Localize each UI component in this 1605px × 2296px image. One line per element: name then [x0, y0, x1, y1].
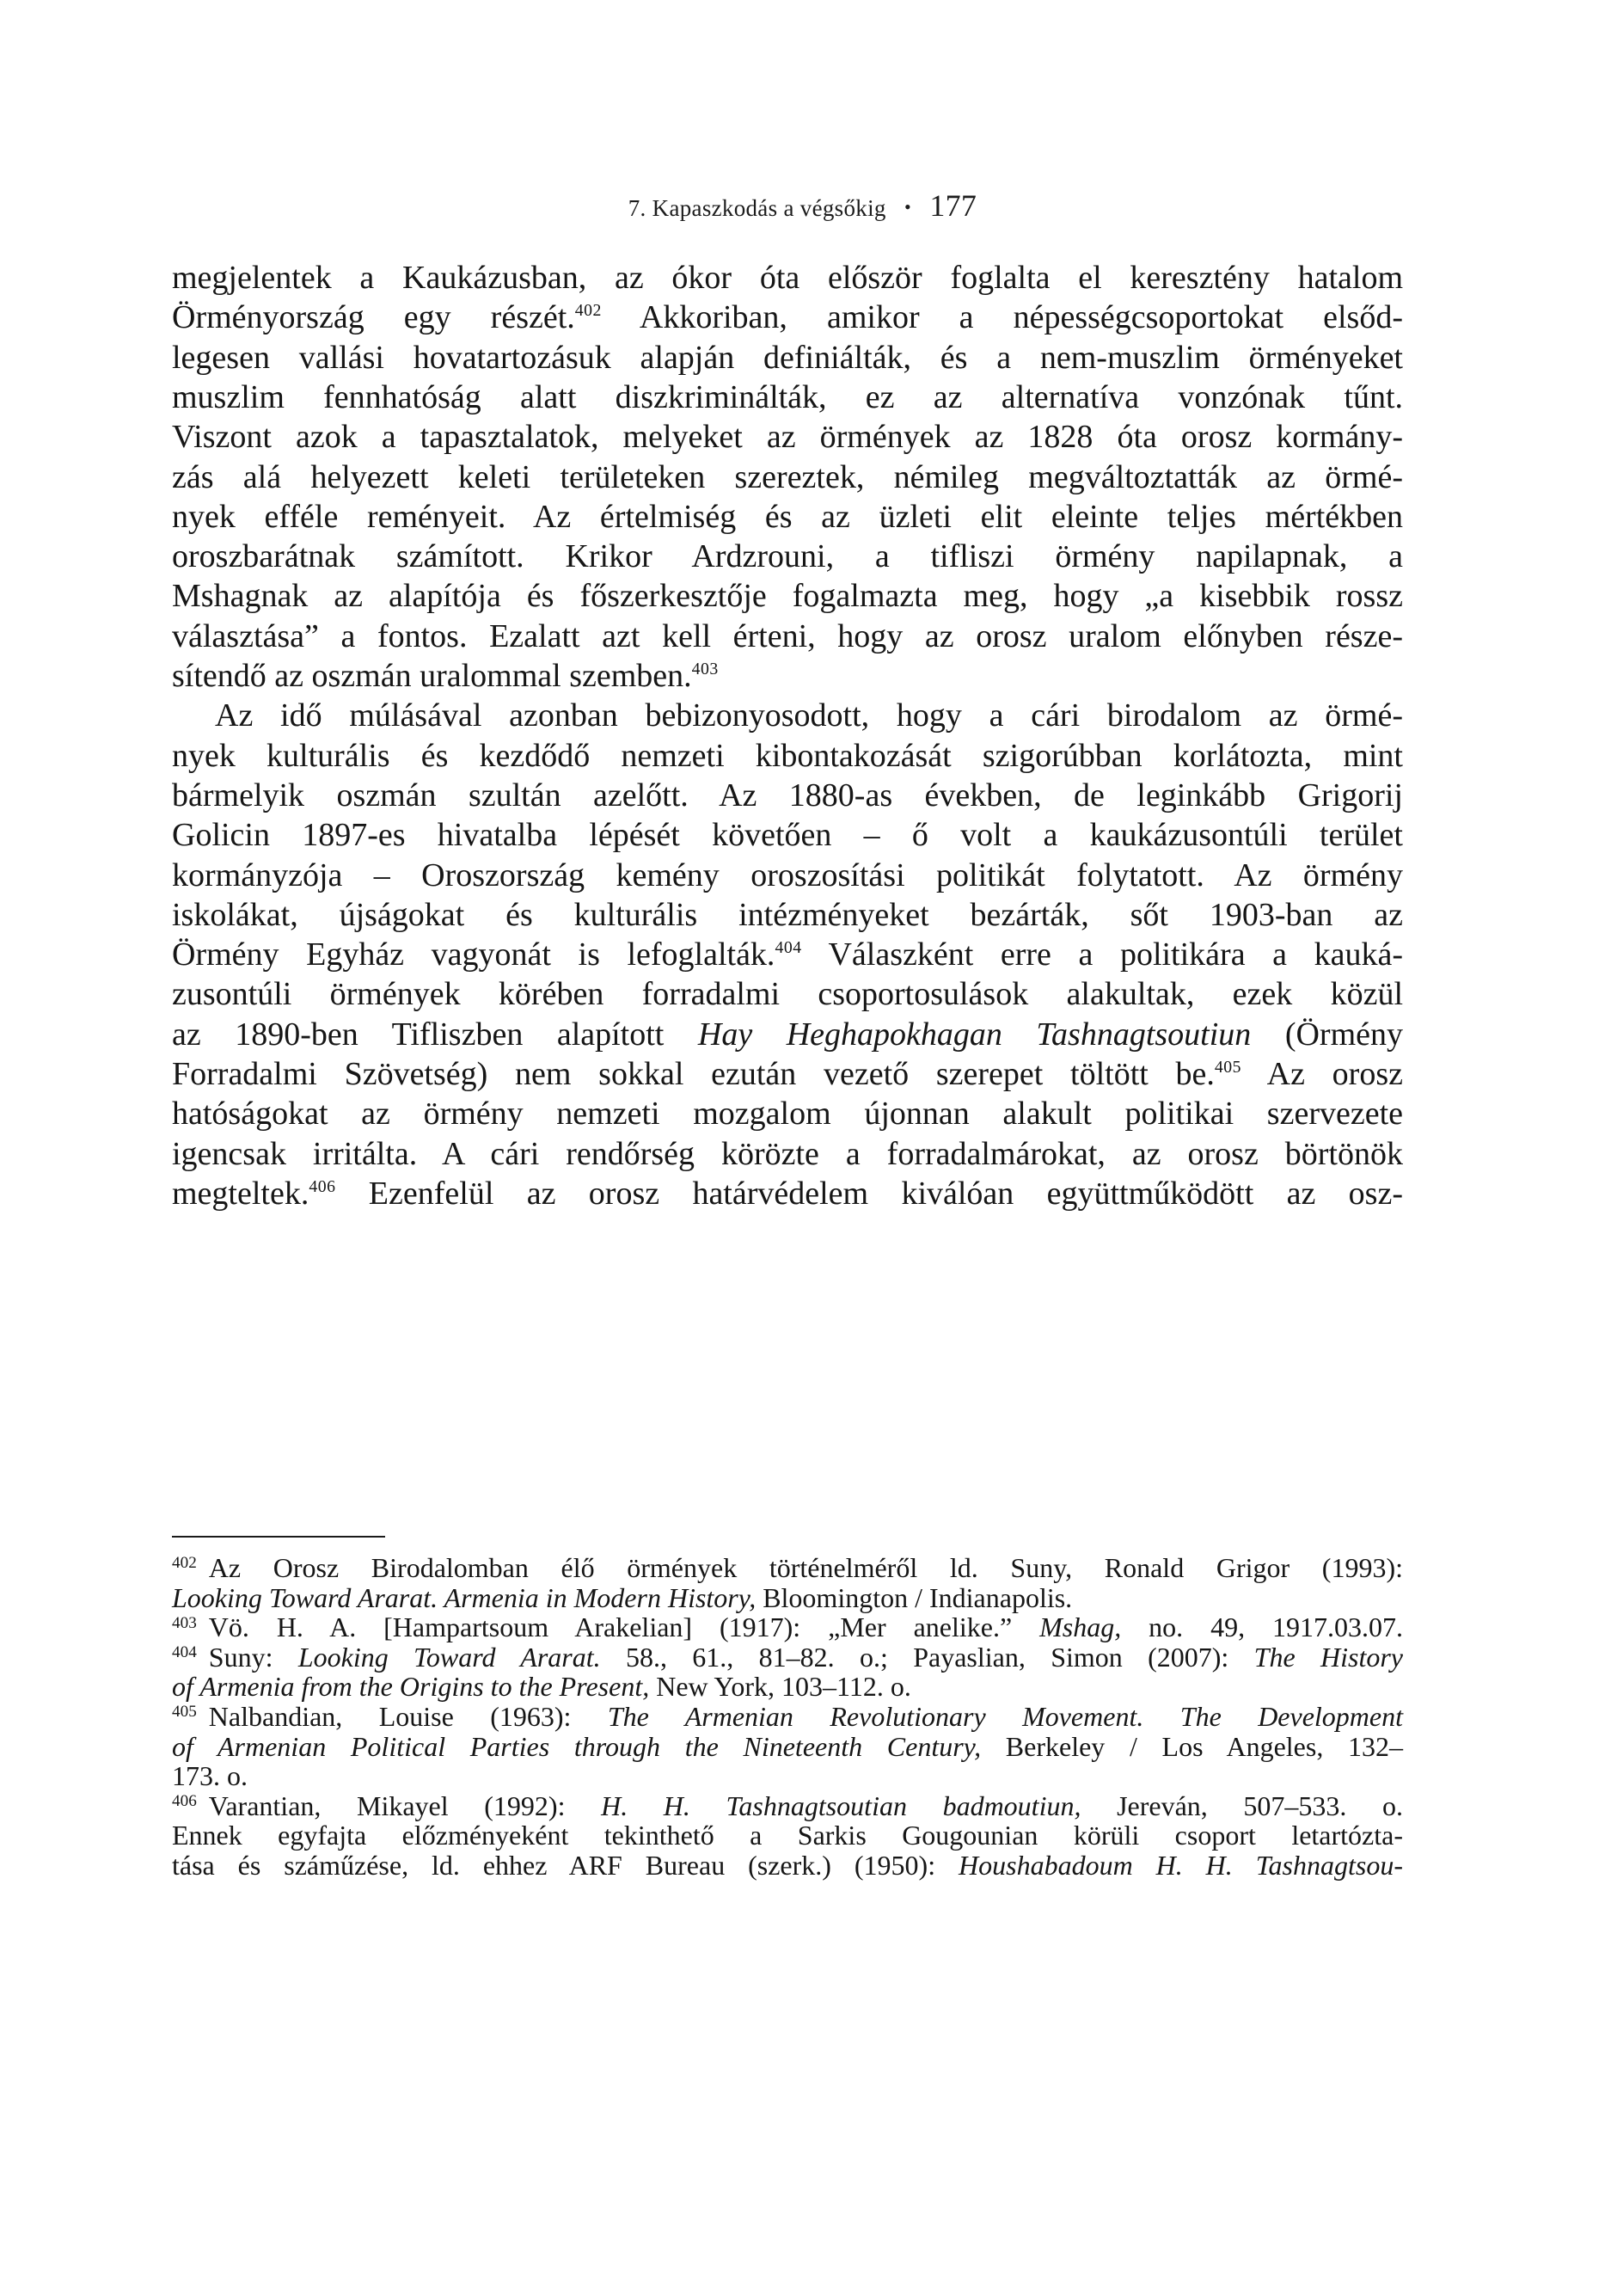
- body-line: [172, 497, 1403, 537]
- text-run: Ezenfelül az orosz határvédelem kiválóan együttműködött az osz-: [335, 1175, 1403, 1212]
- text-run: sítendő az oszmán uralommal szemben.: [172, 658, 692, 694]
- footnote-entry: [172, 1553, 1403, 1582]
- body-line: [172, 537, 1403, 576]
- italic-title: Hay Heghapokhagan Tashnagtsoutiun: [697, 1016, 1252, 1053]
- running-head: [0, 187, 1605, 224]
- footnote-continuation: [172, 1583, 1403, 1612]
- body-line: [172, 258, 1403, 298]
- text-run: Suny:: [208, 1641, 298, 1673]
- text-run: Jereván, 507–533. o.: [1081, 1790, 1404, 1821]
- text-run: Mshagnak az alapítója és főszerkesztője fogalmazta meg, hogy „a kisebbik rossz: [172, 578, 1403, 615]
- body-line: [172, 617, 1403, 656]
- text-run: Akkoriban, amikor a népességcsoportokat elsőd-: [601, 299, 1403, 336]
- footnote-continuation: [172, 1672, 1403, 1701]
- body-line: [172, 1134, 1403, 1174]
- italic-title: of Armenia from the Origins to the Present,: [172, 1671, 650, 1703]
- italic-title: Houshabadoum H. H. Tashnagtsou-: [959, 1850, 1404, 1881]
- italic-title: of Armenian Political Parties through the Nineteenth Century,: [172, 1730, 982, 1762]
- text-run: Örményország egy részét.: [172, 299, 575, 336]
- text-run: legesen vallási hovatartozásuk alapján definiálták, és a nem-muszlim örményeket: [172, 339, 1403, 376]
- italic-title: The History: [1253, 1641, 1404, 1673]
- footnote-number: 406: [172, 1792, 197, 1811]
- text-run: Forradalmi Szövetség) nem sokkal ezután vezető szerepet töltött be.: [172, 1056, 1215, 1092]
- text-run: 173. o.: [172, 1760, 248, 1792]
- text-run: Bloomington / Indianapolis.: [756, 1581, 1073, 1613]
- footnote-number: 404: [172, 1643, 197, 1662]
- text-run: zás alá helyezett keleti területeken szereztek, némileg megváltoztatták az örmé-: [172, 458, 1403, 495]
- text-run: választása” a fontos. Ezalatt azt kell érteni, hogy az orosz uralom előnyben része-: [172, 617, 1403, 654]
- body-line: [172, 1174, 1403, 1213]
- footnote-reference: 402: [574, 301, 602, 321]
- footnote-number: 405: [172, 1703, 197, 1722]
- text-run: nyek kulturális és kezdődő nemzeti kibontakozását szigorúbban korlátozta, mint: [172, 737, 1403, 774]
- text-run: (Örmény: [1251, 1016, 1403, 1053]
- footnote-entry: [172, 1612, 1403, 1642]
- italic-title: Looking Toward Ararat.: [297, 1641, 601, 1673]
- text-run: tása és száműzése, ld. ehhez ARF Bureau (szerk.) (1950):: [172, 1850, 959, 1881]
- text-run: Válaszként erre a politikára a kauká-: [801, 936, 1403, 973]
- footnote-reference: 406: [309, 1176, 336, 1196]
- body-line: [172, 338, 1403, 378]
- text-run: New York, 103–112. o.: [649, 1671, 911, 1703]
- text-run: oroszbarátnak számított. Krikor Ardzrouni, a tifliszi örmény napilapnak, a: [172, 538, 1403, 575]
- body-line: [172, 856, 1403, 895]
- text-run: hatóságokat az örmény nemzeti mozgalom újonnan alakult politikai szervezete: [172, 1096, 1403, 1133]
- footnote-entry: [172, 1791, 1403, 1820]
- paragraph-first-line: [172, 696, 1403, 735]
- body-line: [172, 417, 1403, 457]
- body-line: [172, 1054, 1403, 1094]
- body-line: [172, 1094, 1403, 1133]
- body-line: [172, 736, 1403, 776]
- footnote-reference: 405: [1214, 1057, 1242, 1077]
- body-line: [172, 935, 1403, 974]
- text-run: Nalbandian, Louise (1963):: [208, 1701, 608, 1732]
- bullet-separator: •: [904, 196, 912, 218]
- text-run: kormányzója – Oroszország kemény oroszosítási politikát folytatott. Az örmény: [172, 856, 1403, 893]
- text-run: megteltek.: [172, 1175, 309, 1212]
- text-run: Golicin 1897-es hivatalba lépését követően – ő volt a kaukázusontúli terület: [172, 817, 1403, 854]
- footnote-divider: [172, 1536, 385, 1538]
- body-line: [172, 974, 1403, 1014]
- text-run: nyek efféle reményeit. Az értelmiség és az üzleti elit eleinte teljes mértékben: [172, 498, 1403, 535]
- text-run: Varantian, Mikayel (1992):: [208, 1790, 602, 1821]
- footnote-continuation: [172, 1761, 1403, 1790]
- footnote-number: 403: [172, 1613, 197, 1632]
- italic-title: H. H. Tashnagtsoutian badmoutiun,: [601, 1790, 1081, 1821]
- text-run: zusontúli örmények körében forradalmi csoportosulások alakultak, ezek közül: [172, 976, 1403, 1013]
- body-line: [172, 815, 1403, 855]
- text-run: Ennek egyfajta előzményeként tekinthető a Sarkis Gougounian körüli csoport letartózta-: [172, 1820, 1403, 1851]
- text-run: 58., 61., 81–82. o.; Payaslian, Simon (2007):: [600, 1641, 1254, 1673]
- chapter-title: 7. Kapaszkodás a végsőkig: [628, 195, 886, 221]
- text-run: Vö. H. A. [Hampartsoum Arakelian] (1917): „Mer anelike.”: [208, 1611, 1040, 1643]
- italic-title: Mshag,: [1039, 1611, 1122, 1643]
- text-run: iskolákat, újságokat és kulturális intézményeket bezárták, sőt 1903-ban az: [172, 896, 1403, 933]
- text-run: bármelyik oszmán szultán azelőtt. Az 1880-as években, de leginkább Grigorij: [172, 777, 1403, 813]
- footnote-entry: [172, 1702, 1403, 1731]
- body-line: [172, 378, 1403, 417]
- text-run: megjelentek a Kaukázusban, az ókor óta először foglalta el keresztény hatalom: [172, 260, 1403, 296]
- body-line: [172, 298, 1403, 337]
- footnote-continuation: [172, 1732, 1403, 1761]
- text-run: Örmény Egyház vagyonát is lefoglalták.: [172, 936, 775, 973]
- body-line: [172, 895, 1403, 935]
- footnote-entry: [172, 1642, 1403, 1672]
- footnote-reference: 404: [775, 937, 802, 957]
- footnote-number: 402: [172, 1554, 197, 1573]
- text-run: Viszont azok a tapasztalatok, melyeket az örmények az 1828 óta orosz kormány-: [172, 419, 1403, 456]
- text-run: Az idő múlásával azonban bebizonyosodott, hogy a cári birodalom az örmé-: [215, 697, 1403, 734]
- text-run: az 1890-ben Tifliszben alapított: [172, 1016, 698, 1053]
- body-line: [172, 656, 1403, 696]
- text-run: no. 49, 1917.03.07.: [1121, 1611, 1404, 1643]
- footnote-reference: 403: [691, 659, 719, 678]
- text-run: igencsak irritálta. A cári rendőrség körözte a forradalmárokat, az orosz börtönök: [172, 1135, 1403, 1172]
- text-run: Az orosz: [1241, 1056, 1403, 1092]
- body-line: [172, 576, 1403, 616]
- body-line: [172, 457, 1403, 497]
- body-line: [172, 1015, 1403, 1054]
- italic-title: Looking Toward Ararat. Armenia in Modern History,: [172, 1581, 757, 1613]
- footnote-continuation: [172, 1820, 1403, 1850]
- italic-title: The Armenian Revolutionary Movement. The Development: [607, 1701, 1404, 1732]
- body-line: [172, 776, 1403, 815]
- footnote-continuation: [172, 1851, 1403, 1880]
- text-run: Berkeley / Los Angeles, 132–: [981, 1730, 1404, 1762]
- page-number: 177: [929, 188, 977, 223]
- text-run: Az Orosz Birodalomban élő örmények történelméről ld. Suny, Ronald Grigor (1993):: [208, 1552, 1403, 1583]
- text-run: muszlim fennhatóság alatt diszkriminálták, ez az alternatíva vonzónak tűnt.: [172, 378, 1403, 415]
